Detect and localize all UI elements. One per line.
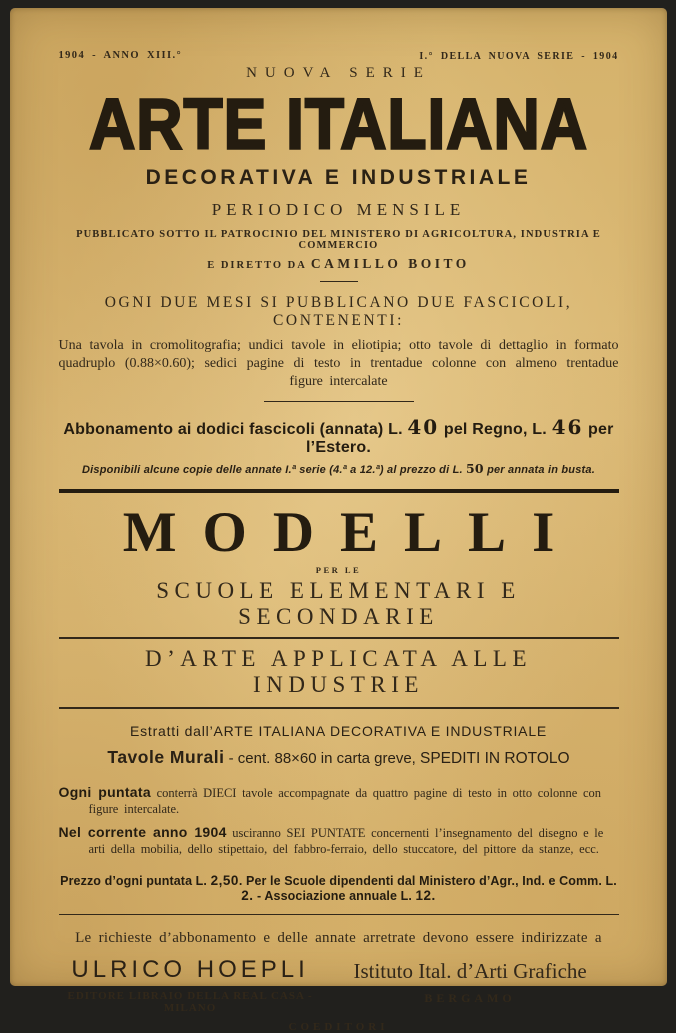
extract-line: Estratti dall’ARTE ITALIANA DECORATIVA E INDUSTRIALE	[129, 722, 548, 739]
director-line	[59, 256, 619, 272]
anno-lead: Nel corrente anno 1904	[58, 824, 227, 841]
publisher-istituto-city: BERGAMO	[424, 990, 516, 1005]
patronage-line: PUBBLICATO SOTTO IL PATROCINIO DEL MINISTERO DI AGRICOLTURA, INDUSTRIA E COMMERCIO	[76, 229, 601, 251]
back-issues-price: 50	[466, 460, 484, 476]
back-issues-post: per annata in busta.	[483, 463, 595, 476]
prezzo-s3: - Associazione annuale L.	[253, 888, 416, 903]
director-name: CAMILLO BOITO	[310, 256, 470, 271]
requests-line: Le richieste d’abbonamento e delle annate arretrate devono essere indirizzate a	[75, 929, 602, 946]
prezzo-n2: 2.	[241, 887, 254, 903]
for-label: PER LE	[315, 564, 362, 575]
puntata-text: conterrà DIECI tavole accompagnate da quattro pagine di testo in otto colonne con figure intercalate.	[88, 785, 601, 816]
magazine-subtitle: DECORATIVA E INDUSTRIALE	[145, 166, 532, 189]
directed-by-prefix: E DIRETTO DA	[207, 260, 311, 271]
tavole-shipping: SPEDITI IN ROTOLO	[420, 749, 570, 767]
series-issue-label: I.° DELLA NUOVA SERIE - 1904	[419, 51, 619, 62]
prezzo-s2: . Per le Scuole dipendenti dal Ministero d’Agr., Ind. e Comm. L.	[238, 873, 617, 888]
puntata-price-line	[59, 873, 619, 903]
tavole-lead: Tavole Murali	[107, 746, 225, 767]
series-title: NUOVA SERIE	[246, 65, 431, 81]
fascicoli-contents: Una tavola in cromolitografia; undici tavole in eliotipia; otto tavole di dettaglio in formato quadruplo (0.88×0.60); sedici pagine di testo in trentadue colonne con almeno trentadue figure intercalate	[58, 338, 619, 389]
tavole-specs: - cent. 88×60 in carta greve,	[224, 749, 420, 767]
anno-paragraph	[59, 823, 619, 858]
price-estero: 46	[551, 414, 584, 439]
subscription-pre: Abbonamento ai dodici fascicoli (annata) L.	[63, 420, 408, 438]
publisher-hoepli-name: ULRICO HOEPLI	[71, 955, 309, 983]
back-issues-line	[59, 461, 619, 476]
modelli-title: MODELLI	[122, 500, 581, 564]
prezzo-n3: 12.	[415, 887, 436, 903]
prezzo-s1: Prezzo d’ogni puntata L.	[60, 873, 211, 888]
back-issues-pre: Disponibili alcune copie delle annate I.ª serie (4.ª a 12.ª) al prezzo di L.	[82, 463, 467, 476]
divider-small	[264, 401, 414, 402]
prezzo-n1: 2,50	[210, 872, 239, 888]
anno-text: usciranno SEI PUNTATE concernenti l’insegnamento del disegno e le arti della mobilia, dello stipettaio, del fabbro-ferraio, dello stuccatore, del pittore da stanze, ecc.	[88, 826, 604, 857]
subscription-mid: pel Regno, L.	[439, 420, 552, 438]
audience-line-2: D’ARTE APPLICATA ALLE INDUSTRIE	[59, 646, 619, 709]
magazine-prospectus-page	[10, 8, 667, 1033]
publisher-hoepli-role: EDITORE LIBRAIO DELLA REAL CASA - MILANO	[67, 989, 313, 1014]
page-content	[59, 8, 619, 1033]
audience-line-1: SCUOLE ELEMENTARI E SECONDARIE	[59, 578, 619, 639]
publisher-istituto	[322, 956, 619, 1014]
divider-thick	[59, 489, 619, 493]
periodicity-label: PERIODICO MENSILE	[211, 200, 466, 219]
divider-thin	[59, 914, 619, 915]
subscription-post: per l’Estero.	[306, 420, 614, 456]
year-volume-label: 1904 - ANNO XIII.°	[58, 50, 183, 61]
fascicoli-heading: OGNI DUE MESI SI PUBBLICANO DUE FASCICOLI, CONTENENTI:	[104, 294, 573, 329]
subscription-price-line	[59, 415, 619, 457]
publisher-hoepli	[59, 956, 322, 1014]
divider-short	[320, 281, 358, 282]
tavole-murali-line	[59, 747, 619, 768]
coeditors-label: COEDITORI	[288, 1020, 389, 1033]
publishers-row	[59, 956, 619, 1014]
puntata-lead: Ogni puntata	[58, 783, 151, 800]
publisher-istituto-name: Istituto Ital. d’Arti Grafiche	[353, 958, 587, 983]
price-regno: 40	[407, 414, 440, 439]
magazine-title: ARTE ITALIANA	[89, 83, 588, 165]
puntata-paragraph	[59, 783, 619, 818]
masthead-meta-row	[59, 50, 619, 62]
